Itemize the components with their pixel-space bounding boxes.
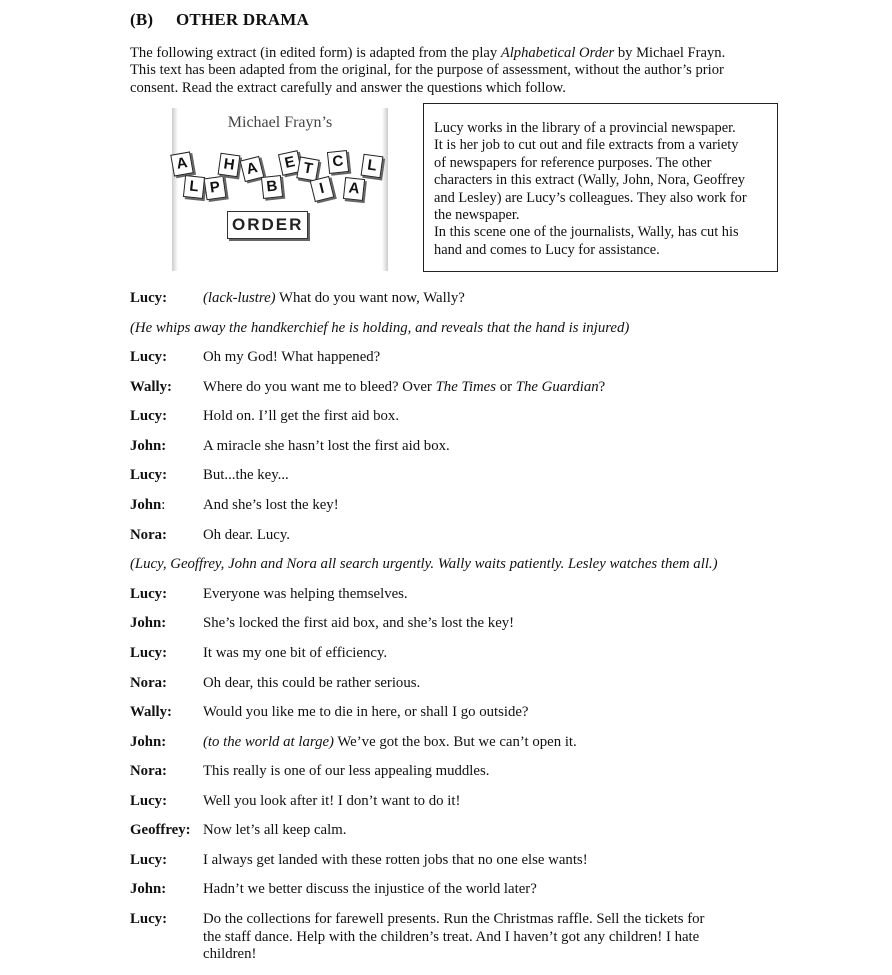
dialogue-line: It was my one bit of efficiency.	[203, 645, 388, 661]
speaker-name: Nora:	[130, 527, 167, 543]
dialogue-line: Oh dear. Lucy.	[203, 527, 290, 543]
speaker-name: Lucy:	[130, 911, 167, 927]
intro-text: The following extract (in edited form) is adapted from the play	[130, 45, 501, 61]
speaker-name: John:	[130, 734, 167, 750]
dialogue-line: Would you like me to die in here, or shall I go outside?	[203, 704, 529, 720]
dialogue-line: A miracle she hasn’t lost the first aid box.	[203, 438, 450, 454]
speaker-name: Geoffrey:	[130, 822, 191, 838]
intro-text: by Michael Frayn.	[614, 45, 726, 61]
speaker-name	[130, 497, 165, 514]
dialogue-line	[203, 734, 577, 752]
speaker-name: Lucy:	[130, 793, 167, 809]
play-title: Alphabetical Order	[500, 45, 615, 61]
letter-tile: A	[343, 177, 365, 201]
context-line: hand and comes to Lucy for assistance.	[434, 241, 660, 258]
letter-tile: B	[261, 175, 283, 199]
dialogue-line: And she’s lost the key!	[203, 497, 339, 513]
speaker-name: John:	[130, 881, 167, 897]
speaker-name: Lucy:	[130, 467, 167, 483]
dialogue-text: children!	[203, 946, 257, 962]
dialogue-line: Oh my God! What happened?	[203, 349, 381, 365]
speaker-name: Wally:	[130, 379, 172, 395]
cover-edge	[172, 108, 178, 271]
dialogue-line: Hold on. I’ll get the first aid box.	[203, 408, 400, 424]
context-line: of newspapers for reference purposes. The other	[434, 154, 712, 171]
speaker-name: Lucy:	[130, 290, 167, 306]
dialogue-line: I always get landed with these rotten jobs that no one else wants!	[203, 852, 588, 868]
dialogue-line: Now let’s all keep calm.	[203, 822, 347, 838]
speaker-name: Nora:	[130, 763, 167, 779]
letter-tile: A	[240, 156, 265, 182]
speaker-name: Lucy:	[130, 645, 167, 661]
dialogue-text: Where do you want me to bleed? Over	[203, 379, 436, 395]
dialogue-line	[203, 290, 465, 308]
stage-direction: (He whips away the handkerchief he is holding, and reveals that the hand is injured)	[130, 320, 630, 336]
section-heading	[130, 10, 309, 30]
newspaper-title: The Times	[435, 379, 496, 395]
intro-line-2: This text has been adapted from the original, for the purpose of assessment, without the author’s prior	[130, 62, 724, 79]
dialogue-line: She’s locked the first aid box, and she’s lost the key!	[203, 615, 515, 631]
speaker-name: John:	[130, 438, 167, 454]
stage-direction: (lack-lustre)	[203, 290, 276, 306]
stage-direction: (to the world at large)	[203, 734, 334, 750]
dialogue-text: What do you want now, Wally?	[275, 290, 465, 306]
section-number: (B)	[130, 10, 154, 29]
context-line: and Lesley) are Lucy’s colleagues. They also work for	[434, 189, 747, 206]
context-line: the newspaper.	[434, 207, 520, 224]
dialogue-line: Hadn’t we better discuss the injustice of the world later?	[203, 881, 537, 897]
context-line: Lucy works in the library of a provincial newspaper.	[434, 120, 736, 136]
context-line: It is her job to cut out and file extracts from a variety	[434, 137, 739, 154]
dialogue-line: Well you look after it! I don’t want to do it!	[203, 793, 461, 809]
letter-tile: L	[183, 175, 205, 199]
dialogue-line: This really is one of our less appealing muddles.	[203, 763, 490, 779]
section-title: OTHER DRAMA	[176, 10, 310, 29]
letter-tile: A	[170, 151, 194, 176]
letter-tile: E	[278, 150, 302, 176]
speaker-name: Lucy:	[130, 408, 167, 424]
newspaper-title: The Guardian	[515, 379, 599, 395]
speaker-name: Nora:	[130, 675, 167, 691]
dialogue-text: or	[496, 379, 516, 395]
speaker-name: Lucy:	[130, 852, 167, 868]
speaker-name: Wally:	[130, 704, 172, 720]
cover-edge	[382, 108, 388, 271]
intro-line-3: consent. Read the extract carefully and answer the questions which follow.	[130, 79, 566, 96]
dialogue-text: Do the collections for farewell presents. Run the Christmas raffle. Sell the tickets for	[203, 911, 705, 927]
speaker-name: Lucy:	[130, 586, 167, 602]
letter-tile: C	[327, 150, 349, 174]
letter-tile: P	[204, 176, 227, 201]
speaker-colon: :	[161, 497, 166, 513]
intro-paragraph	[130, 45, 790, 97]
speaker-name: John:	[130, 615, 167, 631]
letter-tile: T	[296, 156, 320, 181]
context-box	[423, 103, 778, 272]
dialogue-line	[203, 911, 704, 964]
cover-word-order: ORDER	[227, 211, 308, 239]
dialogue-text: We’ve got the box. But we can’t open it.	[333, 734, 577, 750]
letter-tile: I	[310, 176, 335, 202]
dialogue-text: ?	[598, 379, 606, 395]
dialogue-text: the staff dance. Help with the children’s treat. And I haven’t got any children! I hate	[203, 928, 700, 945]
stage-direction: (Lucy, Geoffrey, John and Nora all search urgently. Wally waits patiently. Lesley watches them all.)	[130, 556, 718, 572]
cover-author-title: Michael Frayn’s	[227, 114, 333, 131]
context-line: characters in this extract (Wally, John, Nora, Geoffrey	[434, 172, 745, 189]
book-cover-image	[172, 108, 388, 271]
dialogue-line: But...the key...	[203, 467, 289, 483]
intro-line-1	[130, 45, 790, 62]
speaker-label: John	[130, 497, 162, 513]
dialogue-line: Everyone was helping themselves.	[203, 586, 408, 602]
letter-tile: H	[218, 153, 241, 178]
dialogue-line: Oh dear, this could be rather serious.	[203, 675, 421, 691]
context-line: In this scene one of the journalists, Wally, has cut his	[434, 224, 739, 241]
speaker-name: Lucy:	[130, 349, 167, 365]
letter-tile: L	[361, 154, 384, 179]
dialogue-line	[203, 379, 605, 397]
